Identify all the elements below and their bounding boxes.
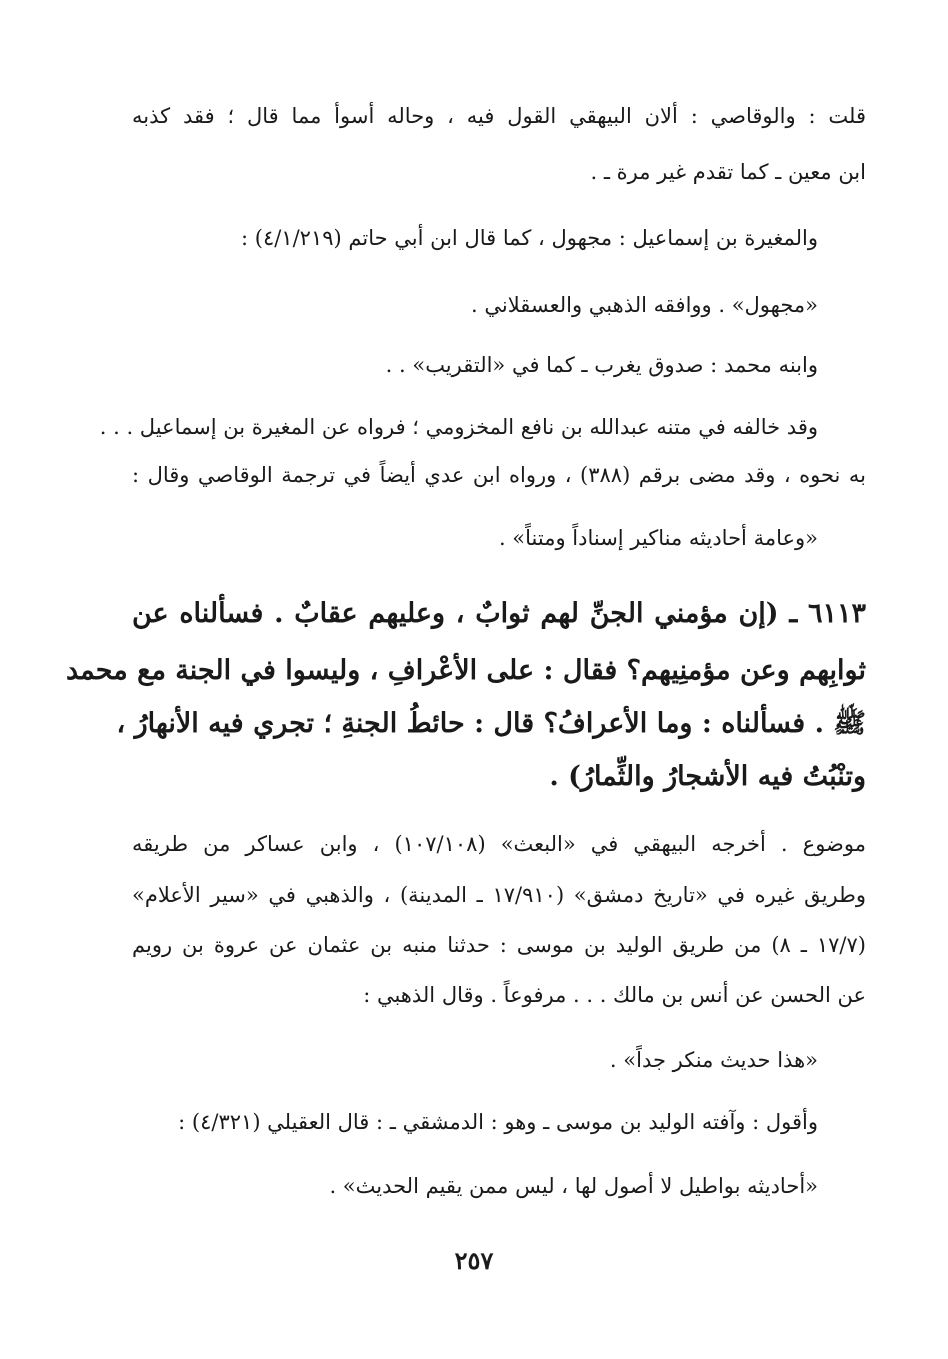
text-line: «وعامة أحاديثه مناكير إسناداً ومتناً» .	[498, 526, 818, 550]
text-line: قلت : والوقاصي : ألان البيهقي القول فيه ، وحاله أسوأ مما قال ؛ فقد كذبه	[132, 104, 866, 128]
text-line: والمغيرة بن إسماعيل : مجهول ، كما قال ابن أبي حاتم (٤/١/٢١٩) :	[241, 226, 818, 250]
text-line: «هذا حديث منكر جداً» .	[609, 1048, 818, 1072]
text-line: وطريق غيره في «تاريخ دمشق» (١٧/٩١٠ ـ المدينة) ، والذهبي في «سير الأعلام»	[132, 883, 866, 907]
hadith-line: وتنْبُتُ فيه الأشجارُ والثِّمارُ) .	[549, 761, 866, 792]
hadith-line: ﷺ . فسألناه : وما الأعرافُ؟ قال : حائطُ الجنةِ ؛ تجري فيه الأنهارُ ،	[116, 708, 866, 739]
text-line: موضوع . أخرجه البيهقي في «البعث» (١٠٧/١٠٨) ، وابن عساكر من طريقه	[132, 832, 866, 856]
text-line: ابن معين ـ كما تقدم غير مرة ـ .	[590, 160, 866, 184]
text-line: «أحاديثه بواطيل لا أصول لها ، ليس ممن يقيم الحديث» .	[329, 1174, 818, 1198]
text-line: وقد خالفه في متنه عبدالله بن نافع المخزومي ؛ فرواه عن المغيرة بن إسماعيل . . .	[99, 415, 818, 439]
hadith-line: ٦١١٣ ـ (إن مؤمني الجنِّ لهم ثوابٌ ، وعليهم عقابٌ . فسألناه عن	[132, 598, 866, 629]
page-number: ٢٥٧	[454, 1246, 494, 1275]
text-line: به نحوه ، وقد مضى برقم (٣٨٨) ، ورواه ابن عدي أيضاً في ترجمة الوقاصي وقال :	[132, 463, 866, 487]
hadith-line: ثوابِهم وعن مؤمنِيهم؟ فقال : على الأعْرافِ ، وليسوا في الجنة مع محمد	[66, 655, 866, 686]
text-line: عن الحسن عن أنس بن مالك . . . مرفوعاً . وقال الذهبي :	[363, 983, 866, 1007]
text-line: «مجهول» . ووافقه الذهبي والعسقلاني .	[471, 293, 818, 317]
text-line: (١٧/٧ ـ ٨) من طريق الوليد بن موسى : حدثنا منبه بن عثمان عن عروة بن رويم	[132, 933, 866, 957]
text-line: وابنه محمد : صدوق يغرب ـ كما في «التقريب» . .	[385, 353, 818, 377]
text-line: وأقول : وآفته الوليد بن موسى ـ وهو : الدمشقي ـ : قال العقيلي (٤/٣٢١) :	[178, 1110, 818, 1134]
